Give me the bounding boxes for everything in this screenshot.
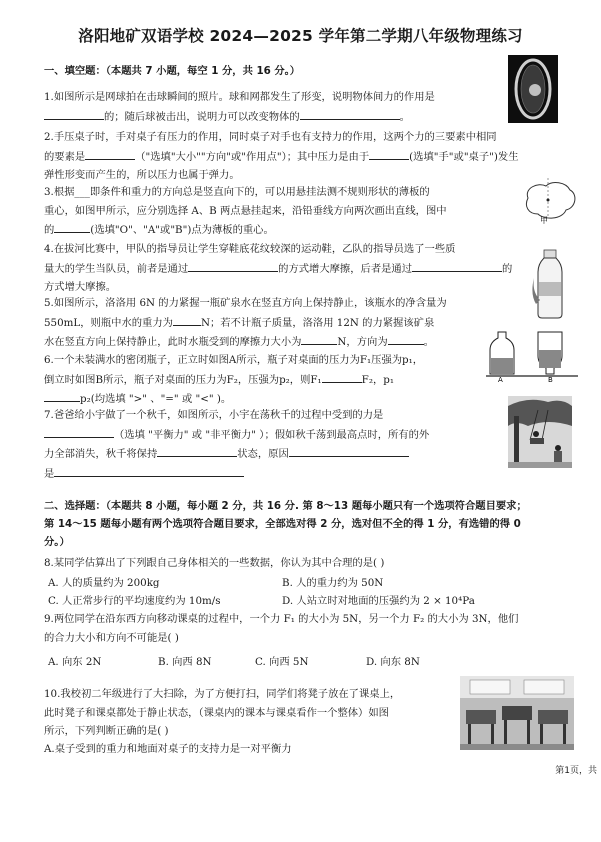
q7-line-3: 力全部消失，秋千将保持 状态，原因 [44,444,429,464]
q1-blank-2[interactable] [300,107,400,120]
q1-blank-1[interactable] [44,107,104,120]
q9-line-2: 的合力大小和方向不可能是( ) [44,631,179,644]
page-title: 洛阳地矿双语学校 2024—2025 学年第二学期八年级物理练习 [78,27,523,45]
question-4 [44,240,512,297]
q2-line-1: 2.手压桌子时，手对桌子有压力的作用，同时桌子对手也有支持力的作用，这两个力的三要素中相同 [44,131,497,143]
q1-line-2: 的；随后球被击出，说明力可以改变物体的 。 [44,107,435,127]
q5-blank-2[interactable] [301,332,337,345]
q5-blank-3[interactable] [388,332,424,345]
page-number: 第1页，共 [555,766,597,776]
q7-blank-4[interactable] [54,464,244,477]
q3-blank[interactable] [54,220,90,233]
q6-blank-2[interactable] [44,389,80,402]
question-10 [44,685,400,741]
q5-line-1: 5.如图所示，洛洛用 6N 的力紧握一瓶矿泉水在竖直方向上保持静止，该瓶水的净含量为 [44,297,447,309]
q4-blank-1[interactable] [188,259,278,272]
section-2-line-3: 分。） [44,536,70,548]
q9-line-1: 9.两位同学在沿东西方向移动课桌的过程中，一个力 F₁ 的大小为 5N，另一个力 F₂ 的大小为 3N，他们 [44,613,519,625]
question-1 [44,88,435,126]
bottle-a-label: A [498,376,503,382]
question-7 [44,406,429,483]
section-1-heading: 一、填空题：（本题共 7 小题，每空 1 分，共 16 分。） [44,65,301,77]
tennis-racket-photo [508,55,558,123]
q5-line-3: 水在竖直方向上保持静止，此时水瓶受到的摩擦力大小为 N，方向为 。 [44,332,447,352]
bottles-figure [486,326,578,382]
q4-blank-2[interactable] [412,259,502,272]
q5-blank-1[interactable] [173,313,201,326]
q2-line-3: 弹性形变而产生的，所以压力也属于弹力。 [44,169,240,181]
q6-blank-1[interactable] [322,370,362,383]
question-8-stem: 8.某同学估算出了下列跟自己身体相关的一些数据，你认为其中合理的是( ) [44,557,385,569]
classroom-photo [460,676,574,750]
q7-blank-1[interactable] [44,425,114,438]
swing-photo [508,396,572,468]
question-5 [44,294,447,352]
q7-line-4: 是 [44,464,429,484]
question-2 [44,128,519,185]
q10-line-3: 所示，下列判断正确的是( ) [44,725,169,737]
q4-line-1: 4.在拔河比赛中，甲队的指导员让学生穿鞋底花纹较深的运动鞋，乙队的指导员选了一些质 [44,243,456,255]
plate-figure-label: 甲 [540,216,548,224]
q9-option-b[interactable]: B. 向西 8N [158,656,212,668]
section-2-line-1: 二、选择题：（本题共 8 小题，每小题 2 分，共 16 分. 第 8～13 题每小题只有一个选项符合题目要求； [44,500,527,512]
q7-line-1: 7.爸爸给小宇做了一个秋千，如图所示，小宇在荡秋千的过程中受到的力是 [44,409,384,421]
section-2-heading [44,497,527,551]
q4-line-3: 方式增大摩擦。 [44,281,117,293]
q7-blank-3[interactable] [289,444,409,457]
q6-line-3: p₂(均选填 ">" 、"=" 或 "<" )。 [44,389,423,409]
q9-option-d[interactable]: D. 向东 8N [366,656,420,668]
q6-line-1: 6.一个未装满水的密闭瓶子，正立时如图A所示，瓶子对桌面的压力为F₁压强为p₁， [44,354,424,366]
q2-line-2: 的要素是 （"选填"大小""方向"或"作用点"）；其中压力是由于 (选填"手"或"桌子")发生 [44,147,519,167]
q8-option-c[interactable]: C. 人正常步行的平均速度约为 10m/s [48,595,221,607]
q8-option-a[interactable]: A. 人的质量约为 200kg [48,577,160,589]
plate-figure [520,178,580,224]
q4-line-2: 量大的学生当队员，前者是通过 的方式增大摩擦，后者是通过 的 [44,259,512,279]
q10-line-1: 10.我校初二年级进行了大扫除，为了方便打扫，同学们将凳子放在了课桌上， [44,688,401,700]
question-9 [44,610,518,647]
q3-line-3: 的 (选填"O"、"A"或"B")点为薄板的重心。 [44,220,447,240]
q9-option-c[interactable]: C. 向西 5N [255,656,309,668]
q8-option-d[interactable]: D. 人站立时对地面的压强约为 2 × 10⁴Pa [282,595,475,607]
water-bottle-photo [532,248,568,320]
q7-blank-2[interactable] [157,444,237,457]
q8-option-b[interactable]: B. 人的重力约为 50N [282,577,384,589]
q7-line-2: （选填 "平衡力" 或 "非平衡力" ）；假如秋千荡到最高点时，所有的外 [44,425,429,445]
q10-line-2: 此时凳子和课桌都处于静止状态，（课桌内的课本与课桌看作一个整体）如图 [44,706,389,719]
question-6 [44,351,423,409]
q1-line-1: 1.如图所示是网球拍在击球瞬间的照片。球和网都发生了形变，说明物体间力的作用是 [44,91,435,103]
q5-line-2: 550mL，则瓶中水的重力为 N；若不计瓶子质量，洛洛用 12N 的力紧握该矿泉 [44,313,447,333]
q9-option-a[interactable]: A. 向东 2N [48,656,102,668]
q10-option-a[interactable]: A.桌子受到的重力和地面对桌子的支持力是一对平衡力 [44,743,292,755]
q2-blank-2[interactable] [369,147,409,160]
q3-line-1: 3.根据___即条件和重力的方向总是竖直向下的，可以用悬挂法测不规则形状的薄板的 [44,186,430,198]
q2-blank-1[interactable] [85,147,135,160]
q6-line-2: 倒立时如图B所示，瓶子对桌面的压力为F₂，压强为p₂，则F₁ F₂，p₁ [44,370,423,390]
q3-line-2: 重心，如图甲所示，应分别选择 A、B 两点悬挂起来，沿铅垂线方向两次画出直线，图中 [44,204,447,217]
question-3 [44,183,447,240]
section-2-line-2: 第 14～15 题每小题有两个选项符合题目要求，全部选对得 2 分，选对但不全的得 1 分，有选错的得 0 [44,518,521,530]
bottle-b-label: B [548,376,553,382]
